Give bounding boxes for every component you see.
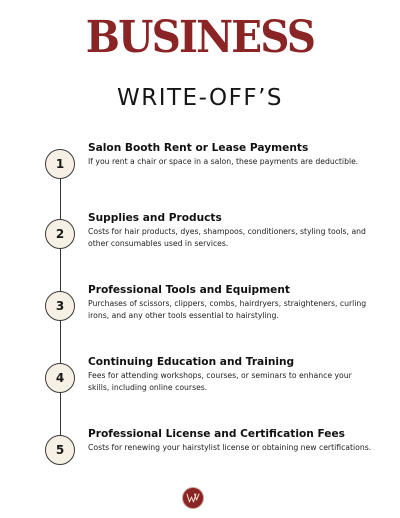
step-heading: Professional Tools and Equipment — [88, 284, 290, 296]
step-description: Purchases of scissors, clippers, combs, hairdryers, straighteners, curling irons, and any other tools essential to hairstyling. — [88, 299, 367, 320]
step-description: If you rent a chair or space in a salon, these payments are deductible. — [88, 157, 359, 166]
step-heading: Continuing Education and Training — [88, 356, 295, 368]
page-title: BUSINESS — [85, 12, 315, 63]
step-number-badge: 5 — [45, 435, 75, 465]
step-number-badge: 1 — [45, 149, 75, 179]
step-number-badge: 2 — [45, 219, 75, 249]
step-number-badge: 3 — [45, 291, 75, 321]
step-heading: Professional License and Certification Fees — [88, 428, 345, 440]
step-heading: Supplies and Products — [88, 212, 222, 224]
page-subtitle: WRITE-OFF’S — [117, 85, 283, 111]
step-heading: Salon Booth Rent or Lease Payments — [88, 142, 309, 154]
step-description: Fees for attending workshops, courses, or seminars to enhance your skills, including online courses. — [88, 371, 352, 392]
brand-logo-icon — [182, 487, 204, 509]
step-number-badge: 4 — [45, 363, 75, 393]
monogram-icon — [186, 492, 200, 504]
step-description: Costs for renewing your hairstylist license or obtaining new certifications. — [88, 443, 372, 452]
step-description: Costs for hair products, dyes, shampoos, conditioners, styling tools, and other consumables used in services. — [88, 227, 366, 248]
